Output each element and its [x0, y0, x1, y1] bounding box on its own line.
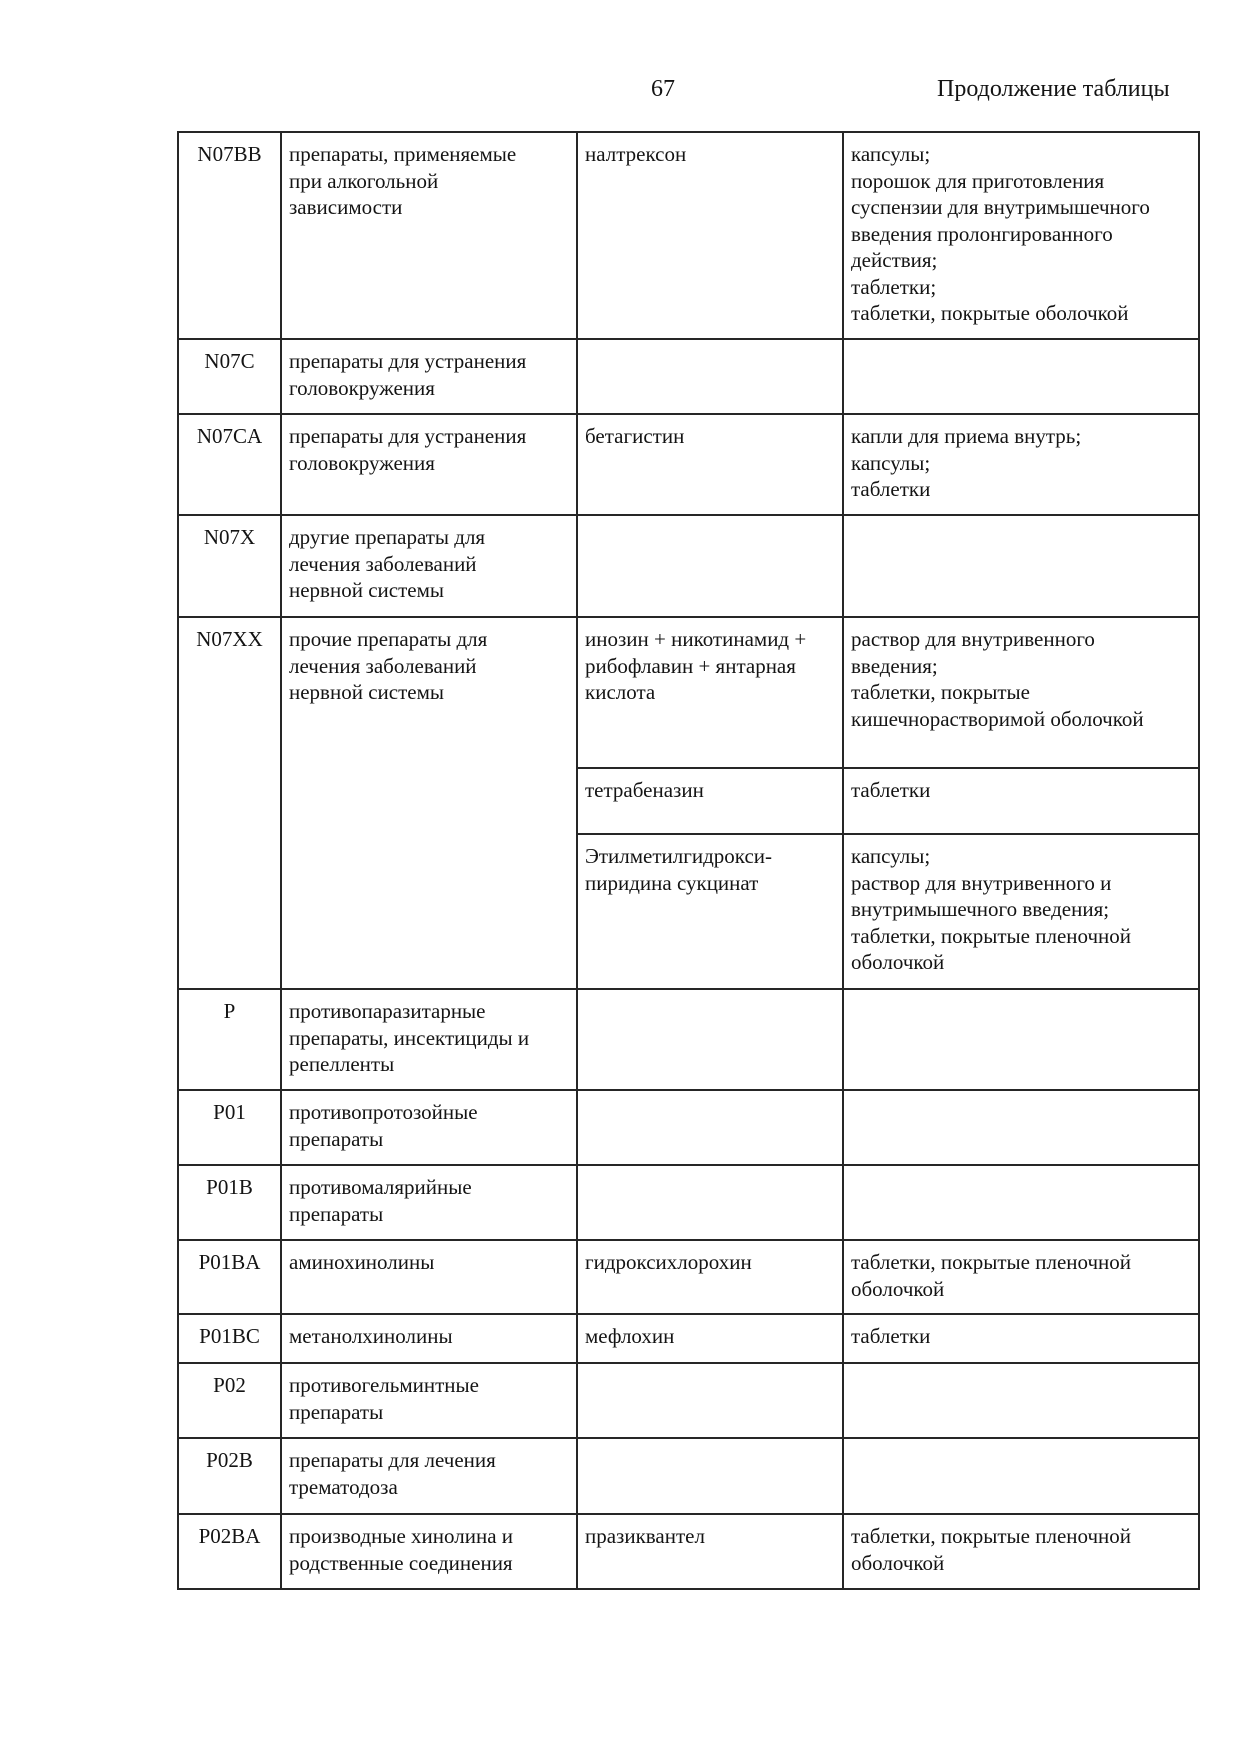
group-name-line: головокружения — [289, 450, 435, 475]
table-row — [178, 1314, 1199, 1363]
dosage-form-cell — [843, 989, 1199, 1090]
dosage-form-cell — [843, 768, 1199, 834]
group-name-line: препараты, применяемые — [289, 142, 517, 166]
drug-name-line: пиридина сукцинат — [585, 870, 759, 895]
table-row — [178, 1363, 1199, 1438]
group-name-line: прочие препараты для — [289, 627, 488, 651]
dosage-form-line: введения пролонгированного — [851, 221, 1113, 246]
drug-name-cell — [577, 617, 843, 768]
dosage-form-line: капсулы; — [851, 142, 931, 166]
dosage-form-cell — [843, 414, 1199, 515]
drug-name-cell — [577, 515, 843, 617]
drug-name-cell — [577, 834, 843, 989]
group-name-line: препараты, инсектициды и — [289, 1025, 530, 1050]
atc-code-cell: P01BA — [178, 1240, 281, 1314]
drug-name-cell — [577, 339, 843, 414]
dosage-form-line: оболочкой — [851, 950, 945, 974]
dosage-form-cell — [843, 132, 1199, 339]
dosage-form-line: раствор для внутривенного — [851, 627, 1095, 651]
dosage-form-line: оболочкой — [851, 1276, 945, 1301]
atc-code-cell: P02 — [178, 1363, 281, 1438]
dosage-form-cell — [843, 617, 1199, 768]
dosage-form-cell — [843, 515, 1199, 617]
table-row — [178, 132, 1199, 339]
dosage-form-line: кишечнорастворимой оболочкой — [851, 706, 1144, 731]
dosage-form-cell — [843, 1240, 1199, 1314]
drug-name-line: рибофлавин + янтарная — [585, 653, 796, 678]
group-name-cell — [281, 1090, 577, 1165]
drug-name-line: Этилметилгидрокси- — [585, 844, 773, 868]
group-name-cell — [281, 132, 577, 339]
table-continuation-label: Продолжение таблицы — [937, 76, 1170, 102]
group-name-cell — [281, 1363, 577, 1438]
group-name-cell — [281, 414, 577, 515]
drug-name-cell — [577, 1165, 843, 1240]
group-name-line: лечения заболеваний — [289, 551, 477, 576]
dosage-form-line: капли для приема внутрь; — [851, 424, 1082, 448]
table-row — [178, 989, 1199, 1090]
atc-code-cell: N07BB — [178, 132, 281, 339]
group-name-line: при алкогольной — [289, 168, 439, 193]
dosage-form-line: таблетки; — [851, 274, 937, 299]
dosage-form-line: капсулы; — [851, 450, 931, 475]
group-name-cell — [281, 617, 577, 989]
drug-name-line: мефлохин — [585, 1324, 675, 1348]
group-name-line: противомалярийные — [289, 1175, 472, 1199]
table-row — [178, 339, 1199, 414]
drug-name-cell — [577, 1514, 843, 1589]
group-name-cell — [281, 1314, 577, 1363]
group-name-line: зависимости — [289, 195, 403, 219]
dosage-form-line: таблетки — [851, 778, 931, 802]
drug-classification-table — [177, 131, 1200, 1590]
group-name-cell — [281, 1438, 577, 1514]
group-name-line: метанолхинолины — [289, 1324, 453, 1348]
dosage-form-cell — [843, 834, 1199, 989]
drug-name-line: налтрексон — [585, 142, 687, 166]
drug-name-line: празиквантел — [585, 1524, 705, 1548]
group-name-line: препараты — [289, 1399, 384, 1424]
group-name-line: препараты — [289, 1201, 384, 1226]
atc-code-cell: P01B — [178, 1165, 281, 1240]
dosage-form-cell — [843, 1314, 1199, 1363]
table-row — [178, 1090, 1199, 1165]
group-name-line: противопаразитарные — [289, 999, 486, 1023]
group-name-line: нервной системы — [289, 680, 444, 704]
group-name-line: головокружения — [289, 375, 435, 400]
group-name-cell — [281, 1240, 577, 1314]
group-name-cell — [281, 515, 577, 617]
dosage-form-line: капсулы; — [851, 844, 931, 868]
group-name-line: препараты для устранения — [289, 424, 527, 448]
group-name-line: родственные соединения — [289, 1550, 513, 1575]
table-row — [178, 1438, 1199, 1514]
drug-name-cell — [577, 414, 843, 515]
table-row — [178, 1514, 1199, 1589]
table-row — [178, 515, 1199, 617]
atc-code-cell: N07C — [178, 339, 281, 414]
atc-code-cell: N07X — [178, 515, 281, 617]
group-name-line: аминохинолины — [289, 1250, 435, 1274]
dosage-form-line: таблетки, покрытые — [851, 680, 1030, 704]
table-body — [178, 132, 1199, 1589]
dosage-form-line: действия; — [851, 248, 938, 272]
group-name-line: трематодоза — [289, 1474, 398, 1499]
group-name-line: препараты для устранения — [289, 349, 527, 373]
group-name-line: препараты — [289, 1126, 384, 1151]
table-row — [178, 617, 1199, 768]
dosage-form-line: внутримышечного введения; — [851, 897, 1110, 921]
table-row — [178, 1165, 1199, 1240]
atc-code-cell: P01BC — [178, 1314, 281, 1363]
group-name-line: нервной системы — [289, 578, 444, 602]
dosage-form-cell — [843, 1514, 1199, 1589]
dosage-form-line: таблетки — [851, 1324, 931, 1348]
drug-name-cell — [577, 1240, 843, 1314]
group-name-cell — [281, 339, 577, 414]
drug-name-line: тетрабеназин — [585, 778, 704, 802]
group-name-line: противогельминтные — [289, 1373, 479, 1397]
group-name-cell — [281, 1165, 577, 1240]
table-row — [178, 414, 1199, 515]
dosage-form-cell — [843, 339, 1199, 414]
group-name-line: репелленты — [289, 1052, 395, 1076]
drug-name-line: бетагистин — [585, 424, 685, 448]
drug-name-line: инозин + никотинамид + — [585, 627, 807, 651]
group-name-line: препараты для лечения — [289, 1448, 496, 1472]
drug-name-cell — [577, 1090, 843, 1165]
dosage-form-cell — [843, 1165, 1199, 1240]
group-name-line: противопротозойные — [289, 1100, 478, 1124]
drug-name-cell — [577, 989, 843, 1090]
drug-name-cell — [577, 768, 843, 834]
dosage-form-cell — [843, 1363, 1199, 1438]
atc-code-cell: P02BA — [178, 1514, 281, 1589]
atc-code-cell: N07XX — [178, 617, 281, 989]
table-row — [178, 1240, 1199, 1314]
drug-name-cell — [577, 1363, 843, 1438]
dosage-form-line: оболочкой — [851, 1550, 945, 1575]
drug-name-cell — [577, 1438, 843, 1514]
dosage-form-line: суспензии для внутримышечного — [851, 195, 1150, 219]
dosage-form-line: таблетки, покрытые оболочкой — [851, 301, 1129, 325]
dosage-form-cell — [843, 1090, 1199, 1165]
dosage-form-line: порошок для приготовления — [851, 168, 1105, 193]
dosage-form-line: таблетки — [851, 477, 931, 501]
drug-name-line: гидроксихлорохин — [585, 1250, 752, 1274]
group-name-cell — [281, 989, 577, 1090]
atc-code-cell: P02B — [178, 1438, 281, 1514]
atc-code-cell: N07CA — [178, 414, 281, 515]
dosage-form-line: раствор для внутривенного и — [851, 870, 1112, 895]
drug-name-cell — [577, 132, 843, 339]
drug-name-cell — [577, 1314, 843, 1363]
page-number: 67 — [651, 76, 675, 102]
dosage-form-cell — [843, 1438, 1199, 1514]
dosage-form-line: введения; — [851, 653, 938, 678]
dosage-form-line: таблетки, покрытые пленочной — [851, 1250, 1132, 1274]
group-name-line: лечения заболеваний — [289, 653, 477, 678]
group-name-line: производные хинолина и — [289, 1524, 514, 1548]
dosage-form-line: таблетки, покрытые пленочной — [851, 923, 1132, 948]
group-name-line: другие препараты для — [289, 525, 486, 549]
drug-name-line: кислота — [585, 680, 656, 704]
dosage-form-line: таблетки, покрытые пленочной — [851, 1524, 1132, 1548]
atc-code-cell: P — [178, 989, 281, 1090]
group-name-cell — [281, 1514, 577, 1589]
atc-code-cell: P01 — [178, 1090, 281, 1165]
